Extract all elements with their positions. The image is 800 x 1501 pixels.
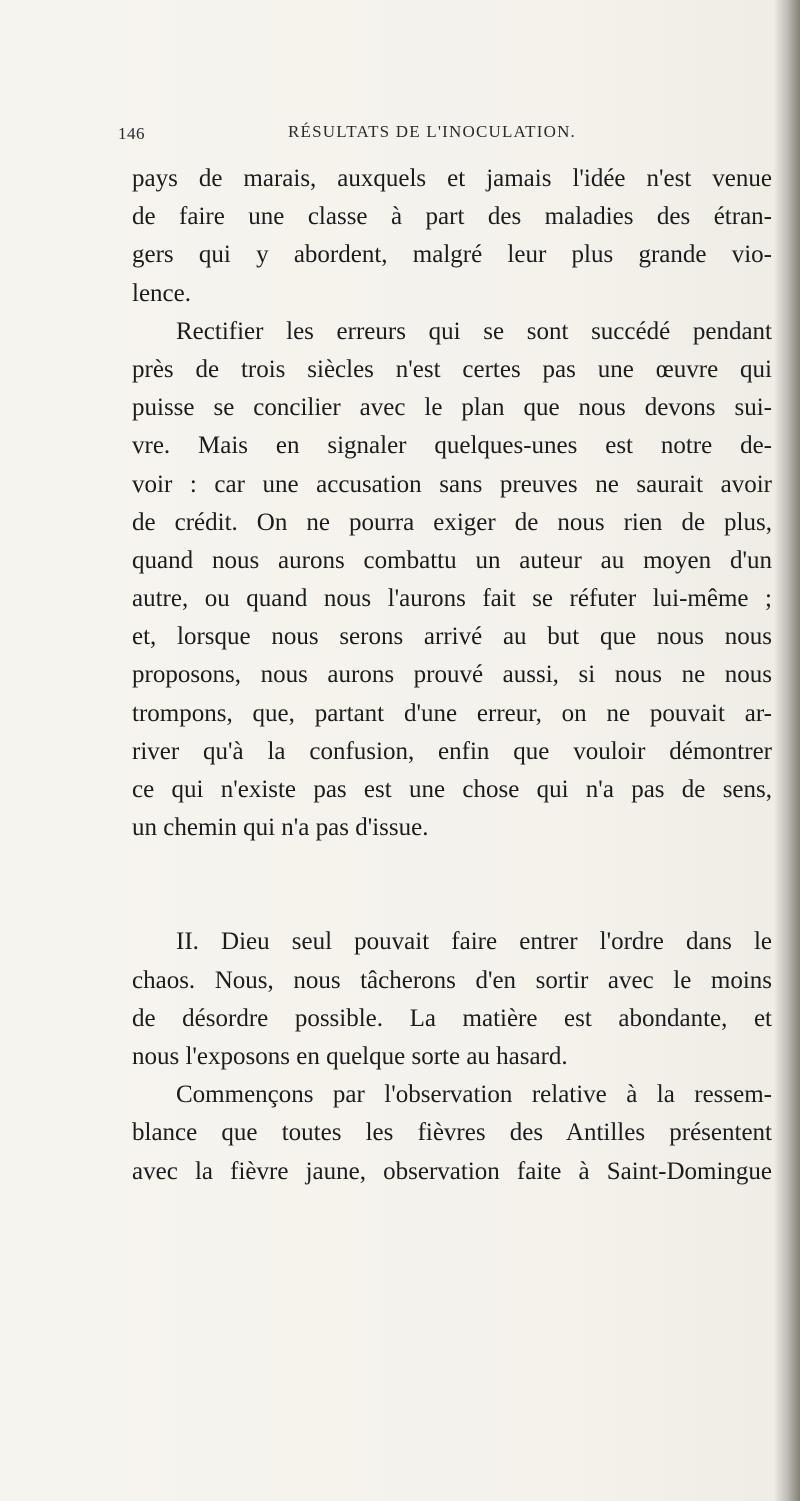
paragraph — [132, 1076, 772, 1191]
text-line: Commençons par l'observation relative à la ressem- — [176, 1081, 772, 1109]
text-line: près de trois siècles n'est certes pas une œuvre qui — [132, 355, 772, 383]
page-number: 146 — [118, 124, 145, 143]
text-line: et, lorsque nous serons arrivé au but que nous nous — [132, 623, 772, 651]
text-line: un chemin qui n'a pas d'issue. — [132, 814, 429, 842]
paragraph — [132, 160, 772, 313]
text-line: Rectifier les erreurs qui se sont succédé pendant — [176, 317, 772, 345]
text-line: gers qui y abordent, malgré leur plus grande vio- — [132, 241, 772, 269]
text-line: proposons, nous aurons prouvé aussi, si nous ne nous — [132, 661, 772, 689]
text-line: autre, ou quand nous l'aurons fait se réfuter lui-même ; — [132, 585, 772, 613]
text-line: lence. — [132, 279, 191, 307]
text-line: quand nous aurons combattu un auteur au moyen d'un — [132, 546, 772, 574]
text-line: chaos. Nous, nous tâcherons d'en sortir avec le moins — [132, 966, 772, 994]
page-edge-shadow — [774, 0, 800, 1501]
text-line: vre. Mais en signaler quelques-unes est notre de- — [132, 432, 772, 460]
text-line: de faire une classe à part des maladies des étran- — [132, 203, 772, 231]
body-text — [132, 160, 772, 1191]
text-line: II. Dieu seul pouvait faire entrer l'ordre dans le — [176, 928, 772, 956]
text-line: de crédit. On ne pourra exiger de nous rien de plus, — [132, 508, 772, 536]
paragraph — [132, 923, 772, 1076]
text-line: river qu'à la confusion, enfin que vouloir démontrer — [132, 737, 772, 765]
paragraph — [132, 313, 772, 848]
text-line: voir : car une accusation sans preuves ne saurait avoir — [132, 470, 772, 498]
text-line: puisse se concilier avec le plan que nous devons sui- — [132, 394, 772, 422]
text-line: trompons, que, partant d'une erreur, on ne pouvait ar- — [132, 699, 772, 727]
text-line: nous l'exposons en quelque sorte au hasard. — [132, 1042, 568, 1070]
text-line: blance que toutes les fièvres des Antilles présentent — [132, 1119, 772, 1147]
text-line: pays de marais, auxquels et jamais l'idée n'est venue — [132, 165, 772, 192]
running-title: RÉSULTATS DE L'INOCULATION. — [288, 122, 576, 141]
text-line: ce qui n'existe pas est une chose qui n'a pas de sens, — [132, 776, 772, 803]
text-line: avec la fièvre jaune, observation faite à Saint-Domingue — [132, 1157, 772, 1185]
text-line: de désordre possible. La matière est abondante, et — [132, 1004, 772, 1032]
running-head — [118, 118, 738, 148]
section-gap — [132, 847, 772, 923]
